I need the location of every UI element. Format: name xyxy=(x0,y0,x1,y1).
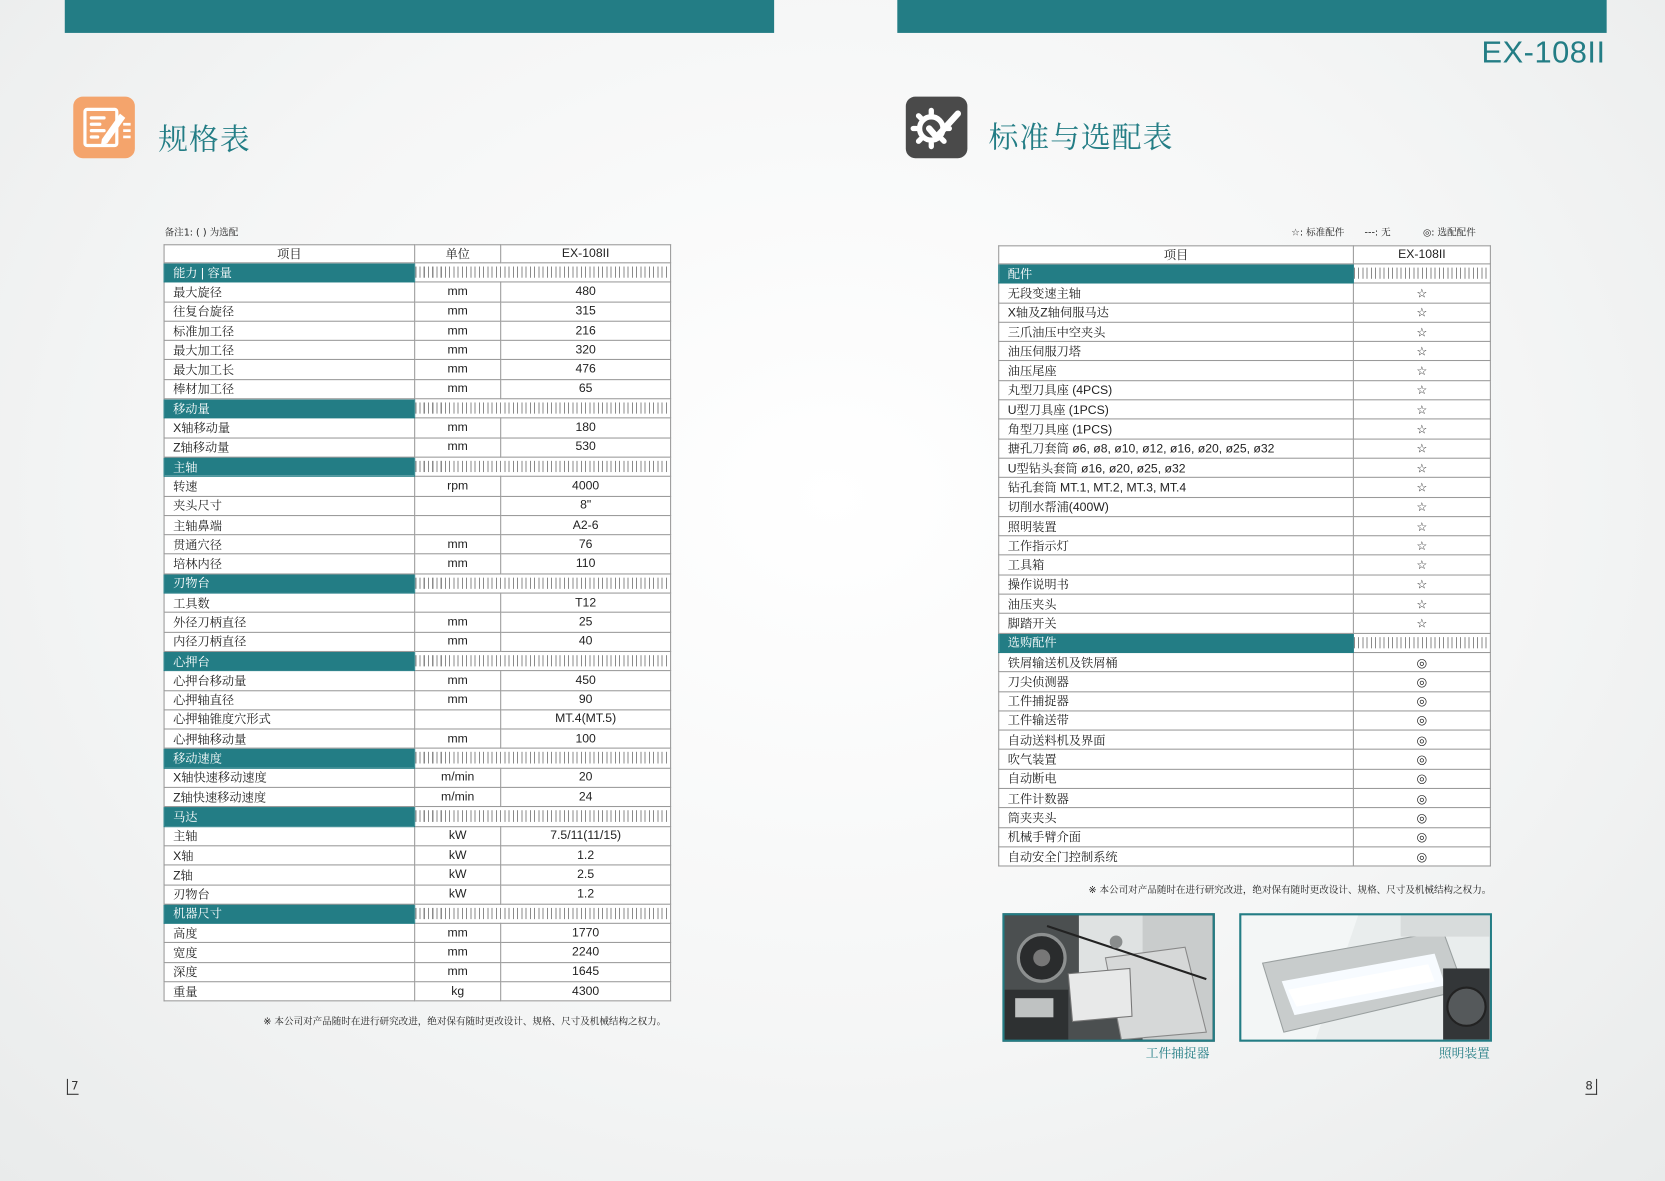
value-cell: 1.2 xyxy=(501,846,671,865)
value-cell: 320 xyxy=(501,341,671,360)
table-row xyxy=(164,846,671,865)
item-name: 油压尾座 xyxy=(999,361,1354,380)
item-name: 筒夹夹头 xyxy=(999,808,1354,827)
unit-cell: m/min xyxy=(415,787,501,806)
item-name: 重量 xyxy=(164,982,415,1001)
item-name: U型刀具座 (1PCS) xyxy=(999,400,1354,419)
item-name: 心押轴移动量 xyxy=(164,729,415,748)
item-name: 主轴鼻端 xyxy=(164,515,415,534)
section-label: 移动量 xyxy=(164,399,415,418)
table-row xyxy=(164,515,671,534)
table-header-row xyxy=(164,245,671,263)
value-cell: 110 xyxy=(501,554,671,573)
table-row xyxy=(164,379,671,398)
unit-cell: mm xyxy=(415,321,501,340)
mark-cell: ◎ xyxy=(1353,672,1490,691)
table-row xyxy=(164,943,671,962)
value-cell: 8" xyxy=(501,496,671,515)
value-cell: 216 xyxy=(501,321,671,340)
item-name: 脚踏开关 xyxy=(999,614,1354,633)
spec-sheet-icon xyxy=(73,97,135,159)
item-name: 三爪油压中空夹头 xyxy=(999,322,1354,341)
item-name: Z轴 xyxy=(164,865,415,884)
section-ruler xyxy=(415,651,671,670)
table-row xyxy=(999,730,1491,749)
unit-cell xyxy=(415,593,501,612)
table-row xyxy=(999,400,1491,419)
item-name: 操作说明书 xyxy=(999,575,1354,594)
value-cell: 65 xyxy=(501,379,671,398)
value-cell: 40 xyxy=(501,632,671,651)
mark-cell: ◎ xyxy=(1353,808,1490,827)
value-cell: 450 xyxy=(501,671,671,690)
table-row xyxy=(999,788,1491,807)
item-name: 工件输送带 xyxy=(999,711,1354,730)
unit-cell: kW xyxy=(415,846,501,865)
gear-check-icon xyxy=(906,97,968,159)
table-row xyxy=(164,360,671,379)
table-row xyxy=(999,575,1491,594)
item-name: 工作指示灯 xyxy=(999,536,1354,555)
unit-cell: mm xyxy=(415,632,501,651)
table-row xyxy=(999,672,1491,691)
model-title: EX-108II xyxy=(1481,36,1606,71)
mark-cell: ☆ xyxy=(1353,516,1490,535)
mark-cell: ☆ xyxy=(1353,283,1490,302)
table-row xyxy=(999,380,1491,399)
table-row xyxy=(164,768,671,787)
unit-cell xyxy=(415,710,501,729)
column-header: 单位 xyxy=(415,245,501,263)
value-cell: 7.5/11(11/15) xyxy=(501,826,671,845)
table-row xyxy=(999,439,1491,458)
unit-cell: mm xyxy=(415,729,501,748)
table-row xyxy=(164,477,671,496)
value-cell: 480 xyxy=(501,282,671,301)
section-ruler xyxy=(415,807,671,826)
value-cell: 90 xyxy=(501,690,671,709)
table-row xyxy=(164,302,671,321)
unit-cell: mm xyxy=(415,613,501,632)
workpiece-catcher-photo xyxy=(1002,913,1214,1041)
table-row xyxy=(999,303,1491,322)
value-cell: 1770 xyxy=(501,923,671,942)
table-row xyxy=(164,710,671,729)
table-row xyxy=(164,671,671,690)
unit-cell: mm xyxy=(415,923,501,942)
item-name: 刀尖侦测器 xyxy=(999,672,1354,691)
spec-footnote: ※ 本公司对产品随时在进行研究改进，绝对保有随时更改设计、规格、尺寸及机械结构之权力。 xyxy=(263,1017,667,1028)
mark-cell: ◎ xyxy=(1353,827,1490,846)
spec-table xyxy=(164,244,672,1001)
unit-cell: m/min xyxy=(415,768,501,787)
item-name: 工件计数器 xyxy=(999,788,1354,807)
item-name: 刃物台 xyxy=(164,885,415,904)
unit-cell: mm xyxy=(415,554,501,573)
table-section-row xyxy=(164,807,671,826)
right-top-bar xyxy=(897,0,1606,33)
table-row xyxy=(999,342,1491,361)
value-cell: 4300 xyxy=(501,982,671,1001)
item-name: 外径刀柄直径 xyxy=(164,613,415,632)
item-name: 夹头尺寸 xyxy=(164,496,415,515)
left-top-bar xyxy=(65,0,774,33)
mark-cell: ◎ xyxy=(1353,769,1490,788)
table-row xyxy=(164,729,671,748)
table-row xyxy=(999,283,1491,302)
unit-cell xyxy=(415,496,501,515)
table-section-row xyxy=(164,263,671,282)
options-section-title: 标准与选配表 xyxy=(988,119,1174,156)
unit-cell: kW xyxy=(415,865,501,884)
item-name: 自动断电 xyxy=(999,769,1354,788)
table-section-row xyxy=(164,904,671,923)
table-row xyxy=(164,341,671,360)
value-cell: T12 xyxy=(501,593,671,612)
item-name: X轴 xyxy=(164,846,415,865)
table-row xyxy=(164,593,671,612)
section-label: 能力 | 容量 xyxy=(164,263,415,282)
mark-cell: ☆ xyxy=(1353,439,1490,458)
table-row xyxy=(999,322,1491,341)
unit-cell: mm xyxy=(415,671,501,690)
item-name: 工具数 xyxy=(164,593,415,612)
legend-optional: ◎: 选配配件 xyxy=(1422,228,1476,239)
table-row xyxy=(999,497,1491,516)
table-row xyxy=(164,962,671,981)
unit-cell: mm xyxy=(415,943,501,962)
item-name: 机械手臂介面 xyxy=(999,827,1354,846)
value-cell: 4000 xyxy=(501,477,671,496)
mark-cell: ◎ xyxy=(1353,750,1490,769)
table-section-row xyxy=(164,749,671,768)
item-name: U型钻头套筒 ø16, ø20, ø25, ø32 xyxy=(999,458,1354,477)
options-footnote: ※ 本公司对产品随时在进行研究改进，绝对保有随时更改设计、规格、尺寸及机械结构之权力。 xyxy=(1088,885,1492,897)
section-label: 主轴 xyxy=(164,457,415,476)
value-cell: 76 xyxy=(501,535,671,554)
section-ruler xyxy=(415,904,671,923)
table-row xyxy=(999,555,1491,574)
unit-cell xyxy=(415,515,501,534)
item-name: 主轴 xyxy=(164,826,415,845)
value-cell: 20 xyxy=(501,768,671,787)
table-row xyxy=(164,632,671,651)
item-name: 内径刀柄直径 xyxy=(164,632,415,651)
item-name: 角型刀具座 (1PCS) xyxy=(999,419,1354,438)
section-ruler xyxy=(1353,633,1490,652)
table-row xyxy=(164,982,671,1001)
unit-cell: mm xyxy=(415,438,501,457)
section-ruler xyxy=(415,399,671,418)
mark-cell: ☆ xyxy=(1353,322,1490,341)
table-header-row xyxy=(999,246,1491,264)
section-ruler xyxy=(415,263,671,282)
value-cell: 1.2 xyxy=(501,885,671,904)
unit-cell: kg xyxy=(415,982,501,1001)
section-ruler xyxy=(415,749,671,768)
table-row xyxy=(999,691,1491,710)
item-name: 切削水帮浦(400W) xyxy=(999,497,1354,516)
section-label: 机器尺寸 xyxy=(164,904,415,923)
value-cell: 476 xyxy=(501,360,671,379)
unit-cell: mm xyxy=(415,341,501,360)
mark-cell: ◎ xyxy=(1353,730,1490,749)
mark-cell: ☆ xyxy=(1353,419,1490,438)
table-row xyxy=(999,808,1491,827)
mark-cell: ☆ xyxy=(1353,400,1490,419)
value-cell: 1645 xyxy=(501,962,671,981)
options-table xyxy=(998,245,1491,866)
item-name: 照明装置 xyxy=(999,516,1354,535)
item-name: 深度 xyxy=(164,962,415,981)
table-row xyxy=(164,923,671,942)
item-name: 钻孔套筒 MT.1, MT.2, MT.3, MT.4 xyxy=(999,478,1354,497)
item-name: X轴及Z轴伺服马达 xyxy=(999,303,1354,322)
item-name: 自动送料机及界面 xyxy=(999,730,1354,749)
value-cell: 315 xyxy=(501,302,671,321)
section-label: 心押台 xyxy=(164,651,415,670)
item-name: 丸型刀具座 (4PCS) xyxy=(999,380,1354,399)
item-name: 油压夹头 xyxy=(999,594,1354,613)
item-name: 标准加工径 xyxy=(164,321,415,340)
table-row xyxy=(164,496,671,515)
mark-cell: ☆ xyxy=(1353,575,1490,594)
item-name: 棒材加工径 xyxy=(164,379,415,398)
item-name: 最大加工径 xyxy=(164,341,415,360)
item-name: 搪孔刀套筒 ø6, ø8, ø10, ø12, ø16, ø20, ø25, ø32 xyxy=(999,439,1354,458)
mark-cell: ☆ xyxy=(1353,614,1490,633)
item-name: Z轴快速移动速度 xyxy=(164,787,415,806)
unit-cell: mm xyxy=(415,379,501,398)
table-row xyxy=(164,865,671,884)
table-row xyxy=(164,535,671,554)
spec-note: 备注1: ( ) 为选配 xyxy=(164,228,239,239)
unit-cell: mm xyxy=(415,282,501,301)
table-row xyxy=(999,458,1491,477)
value-cell: 25 xyxy=(501,613,671,632)
table-row xyxy=(164,885,671,904)
mark-cell: ☆ xyxy=(1353,380,1490,399)
item-name: 工件捕捉器 xyxy=(999,691,1354,710)
value-cell: 2.5 xyxy=(501,865,671,884)
mark-cell: ◎ xyxy=(1353,711,1490,730)
column-header: 项目 xyxy=(999,246,1354,264)
item-name: 无段变速主轴 xyxy=(999,283,1354,302)
value-cell: 24 xyxy=(501,787,671,806)
table-row xyxy=(164,613,671,632)
spec-section-title: 规格表 xyxy=(158,122,251,158)
item-name: 贯通穴径 xyxy=(164,535,415,554)
column-header: EX-108II xyxy=(501,245,671,263)
section-ruler xyxy=(415,574,671,593)
table-row xyxy=(999,711,1491,730)
table-row xyxy=(999,516,1491,535)
table-row xyxy=(164,826,671,845)
table-row xyxy=(999,536,1491,555)
mark-cell: ◎ xyxy=(1353,847,1490,866)
table-row xyxy=(999,419,1491,438)
table-row xyxy=(164,418,671,437)
column-header: EX-108II xyxy=(1353,246,1490,264)
table-row xyxy=(999,827,1491,846)
photo-caption-catcher: 工件捕捉器 xyxy=(1145,1045,1210,1061)
section-label: 刃物台 xyxy=(164,574,415,593)
table-section-row xyxy=(999,633,1491,652)
item-name: 油压伺服刀塔 xyxy=(999,342,1354,361)
unit-cell: kW xyxy=(415,826,501,845)
unit-cell: mm xyxy=(415,690,501,709)
item-name: 转速 xyxy=(164,477,415,496)
item-name: 自动安全门控制系统 xyxy=(999,847,1354,866)
table-row xyxy=(164,787,671,806)
column-header: 项目 xyxy=(164,245,415,263)
legend-standard: ☆: 标准配件 xyxy=(1291,228,1345,239)
mark-cell: ☆ xyxy=(1353,361,1490,380)
value-cell: 530 xyxy=(501,438,671,457)
table-row xyxy=(999,750,1491,769)
item-name: 吹气装置 xyxy=(999,750,1354,769)
mark-cell: ☆ xyxy=(1353,594,1490,613)
unit-cell: rpm xyxy=(415,477,501,496)
item-name: X轴移动量 xyxy=(164,418,415,437)
unit-cell: mm xyxy=(415,302,501,321)
section-ruler xyxy=(415,457,671,476)
table-section-row xyxy=(999,264,1491,283)
value-cell: 2240 xyxy=(501,943,671,962)
item-name: 宽度 xyxy=(164,943,415,962)
value-cell: 100 xyxy=(501,729,671,748)
mark-cell: ◎ xyxy=(1353,788,1490,807)
table-row xyxy=(999,478,1491,497)
item-name: 最大加工长 xyxy=(164,360,415,379)
mark-cell: ☆ xyxy=(1353,555,1490,574)
item-name: 最大旋径 xyxy=(164,282,415,301)
item-name: 高度 xyxy=(164,923,415,942)
mark-cell: ☆ xyxy=(1353,342,1490,361)
section-label: 移动速度 xyxy=(164,749,415,768)
table-section-row xyxy=(164,399,671,418)
table-row xyxy=(164,554,671,573)
section-label: 马达 xyxy=(164,807,415,826)
unit-cell: mm xyxy=(415,360,501,379)
unit-cell: mm xyxy=(415,962,501,981)
lighting-device-photo xyxy=(1239,913,1492,1041)
legend-none: ---: 无 xyxy=(1364,228,1391,239)
mark-cell: ☆ xyxy=(1353,303,1490,322)
mark-cell: ◎ xyxy=(1353,691,1490,710)
page-number-right: 8 xyxy=(1585,1079,1597,1095)
item-name: 心押台移动量 xyxy=(164,671,415,690)
table-section-row xyxy=(164,457,671,476)
section-ruler xyxy=(1353,264,1490,283)
value-cell: 180 xyxy=(501,418,671,437)
item-name: Z轴移动量 xyxy=(164,438,415,457)
table-row xyxy=(999,847,1491,866)
table-row xyxy=(164,438,671,457)
mark-cell: ☆ xyxy=(1353,458,1490,477)
table-row xyxy=(164,321,671,340)
section-label: 配件 xyxy=(999,264,1354,283)
item-name: 心押轴锥度穴形式 xyxy=(164,710,415,729)
table-row xyxy=(164,282,671,301)
item-name: 铁屑输送机及铁屑桶 xyxy=(999,652,1354,671)
table-row xyxy=(999,652,1491,671)
unit-cell: kW xyxy=(415,885,501,904)
photo-caption-lighting: 照明装置 xyxy=(1438,1045,1490,1061)
item-name: 往复台旋径 xyxy=(164,302,415,321)
item-name: 心押轴直径 xyxy=(164,690,415,709)
table-row xyxy=(999,594,1491,613)
table-row xyxy=(164,690,671,709)
unit-cell: mm xyxy=(415,535,501,554)
section-label: 选购配件 xyxy=(999,633,1354,652)
table-row xyxy=(999,769,1491,788)
value-cell: A2-6 xyxy=(501,515,671,534)
table-section-row xyxy=(164,574,671,593)
mark-cell: ☆ xyxy=(1353,478,1490,497)
table-section-row xyxy=(164,651,671,670)
mark-cell: ☆ xyxy=(1353,536,1490,555)
mark-cell: ◎ xyxy=(1353,652,1490,671)
item-name: 培林内径 xyxy=(164,554,415,573)
table-row xyxy=(999,361,1491,380)
value-cell: MT.4(MT.5) xyxy=(501,710,671,729)
mark-cell: ☆ xyxy=(1353,497,1490,516)
item-name: X轴快速移动速度 xyxy=(164,768,415,787)
unit-cell: mm xyxy=(415,418,501,437)
table-row xyxy=(999,614,1491,633)
page-number-left: 7 xyxy=(67,1079,79,1095)
item-name: 工具箱 xyxy=(999,555,1354,574)
